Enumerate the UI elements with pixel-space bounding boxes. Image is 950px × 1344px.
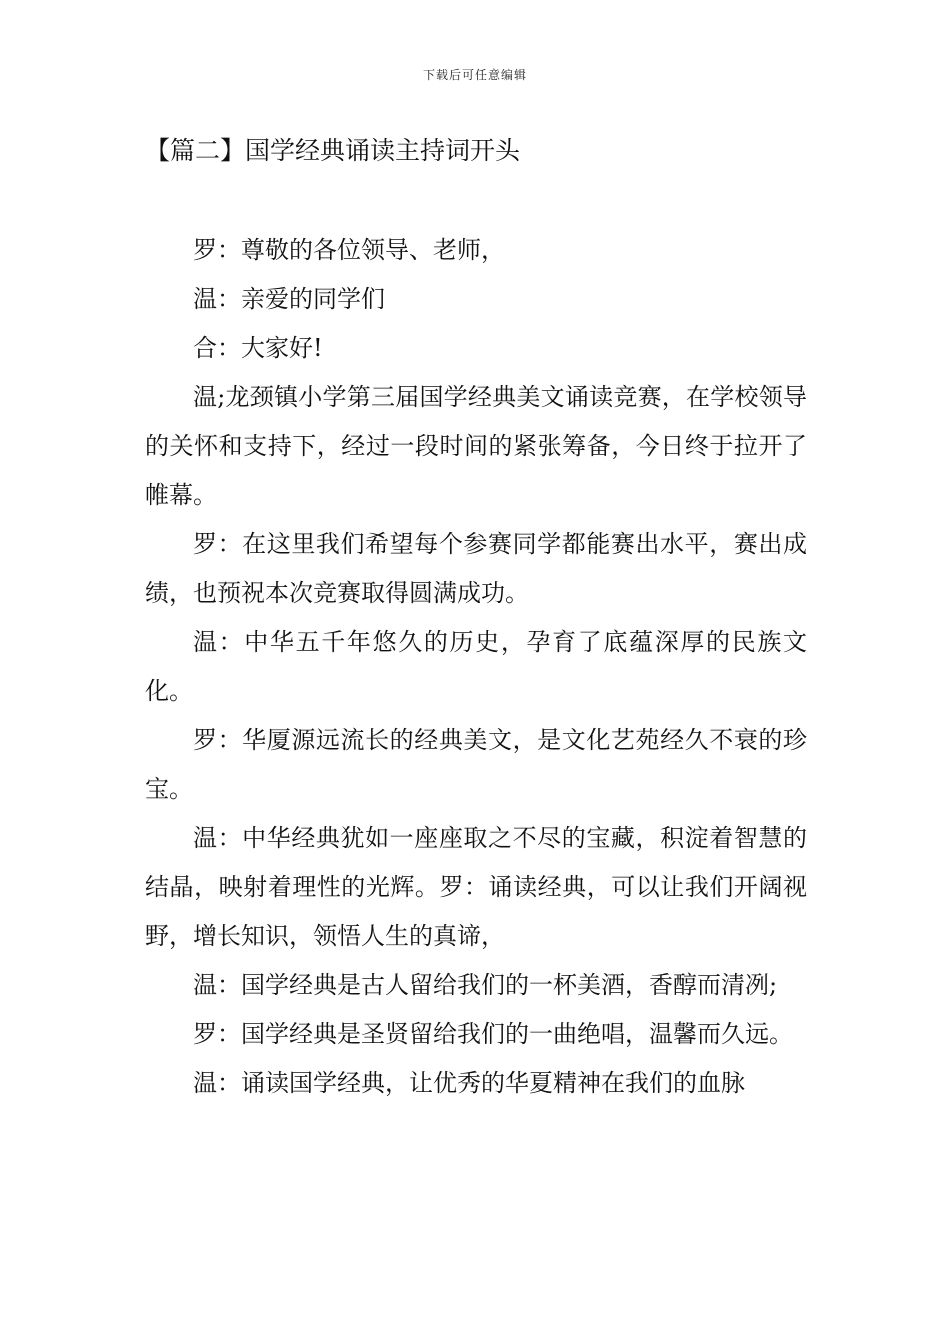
paragraph: 罗：尊敬的各位领导、老师， [193, 236, 505, 264]
paragraph: 温：诵读国学经典，让优秀的华夏精神在我们的血脉 [193, 1069, 745, 1097]
paragraph: 温;龙颈镇小学第三届国学经典美文诵读竞赛，在学校领导的关怀和支持下，经过一段时间的紧张筹备，今日终于拉开了帷幕。 [145, 383, 807, 509]
paragraph: 温：中华经典犹如一座座取之不尽的宝藏，积淀着智慧的结晶，映射着理性的光辉。罗：诵读经典，可以让我们开阔视野，增长知识，领悟人生的真谛， [145, 824, 807, 950]
document-body [145, 226, 807, 1108]
paragraph: 温：国学经典是古人留给我们的一杯美酒，香醇而清冽; [193, 971, 778, 999]
paragraph: 罗：华厦源远流长的经典美文，是文化艺苑经久不衰的珍宝。 [145, 726, 807, 803]
paragraph: 罗：国学经典是圣贤留给我们的一曲绝唱，温馨而久远。 [193, 1020, 793, 1048]
paragraph: 罗：在这里我们希望每个参赛同学都能赛出水平，赛出成绩，也预祝本次竞赛取得圆满成功。 [145, 530, 807, 607]
paragraph: 温：亲爱的同学们 [193, 285, 385, 313]
header-note: 下载后可任意编辑 [422, 68, 527, 82]
document-title: 【篇二】国学经典诵读主持词开头 [145, 136, 521, 165]
paragraph: 温：中华五千年悠久的历史，孕育了底蕴深厚的民族文化。 [145, 628, 807, 705]
paragraph: 合：大家好! [193, 334, 323, 362]
